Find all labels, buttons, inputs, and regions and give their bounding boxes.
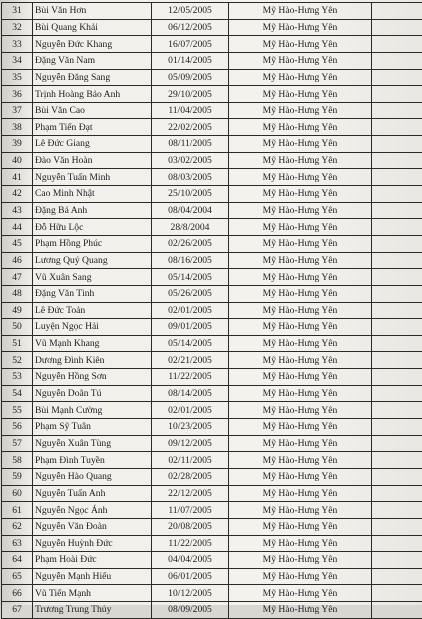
full-name-cell: Dương Đình Kiên xyxy=(33,352,152,369)
table-row xyxy=(2,435,422,452)
table-row xyxy=(2,352,422,369)
row-number-cell: 42 xyxy=(2,186,33,203)
full-name-cell: Nguyễn Mạnh Hiếu xyxy=(33,568,152,585)
row-number-cell: 51 xyxy=(2,335,33,352)
table-row xyxy=(2,36,422,53)
hometown-cell: Mỹ Hào-Hưng Yên xyxy=(229,102,372,119)
date-of-birth-cell: 02/26/2005 xyxy=(152,235,229,252)
row-number-cell: 45 xyxy=(2,235,33,252)
hometown-cell: Mỹ Hào-Hưng Yên xyxy=(229,136,372,153)
note-cell xyxy=(372,435,422,452)
note-cell xyxy=(372,136,422,153)
row-number-cell: 40 xyxy=(2,152,33,169)
date-of-birth-cell: 09/01/2005 xyxy=(152,319,229,336)
full-name-cell: Đặng Bá Anh xyxy=(33,202,152,219)
row-number-cell: 47 xyxy=(2,269,33,286)
full-name-cell: Lê Đức Toản xyxy=(33,302,152,319)
date-of-birth-cell: 08/04/2004 xyxy=(152,202,229,219)
full-name-cell: Phạm Tiến Đạt xyxy=(33,119,152,136)
note-cell xyxy=(372,219,422,236)
table-row xyxy=(2,502,422,519)
full-name-cell: Nguyễn Doãn Tú xyxy=(33,385,152,402)
full-name-cell: Luyện Ngọc Hải xyxy=(33,319,152,336)
date-of-birth-cell: 02/11/2005 xyxy=(152,452,229,469)
note-cell xyxy=(372,335,422,352)
date-of-birth-cell: 05/09/2005 xyxy=(152,69,229,86)
row-number-cell: 36 xyxy=(2,86,33,103)
note-cell xyxy=(372,86,422,103)
date-of-birth-cell: 20/08/2005 xyxy=(152,518,229,535)
date-of-birth-cell: 11/04/2005 xyxy=(152,102,229,119)
table-row xyxy=(2,186,422,203)
date-of-birth-cell: 08/11/2005 xyxy=(152,136,229,153)
date-of-birth-cell: 04/04/2005 xyxy=(152,552,229,569)
table-row xyxy=(2,602,422,619)
hometown-cell: Mỹ Hào-Hưng Yên xyxy=(229,419,372,436)
note-cell xyxy=(372,102,422,119)
full-name-cell: Nguyễn Hồng Sơn xyxy=(33,369,152,386)
row-number-cell: 32 xyxy=(2,19,33,36)
row-number-cell: 61 xyxy=(2,502,33,519)
hometown-cell: Mỹ Hào-Hưng Yên xyxy=(229,52,372,69)
note-cell xyxy=(372,485,422,502)
date-of-birth-cell: 06/01/2005 xyxy=(152,568,229,585)
table-row xyxy=(2,169,422,186)
hometown-cell: Mỹ Hào-Hưng Yên xyxy=(229,535,372,552)
date-of-birth-cell: 08/03/2005 xyxy=(152,169,229,186)
date-of-birth-cell: 11/07/2005 xyxy=(152,502,229,519)
date-of-birth-cell: 25/10/2005 xyxy=(152,186,229,203)
hometown-cell: Mỹ Hào-Hưng Yên xyxy=(229,568,372,585)
row-number-cell: 58 xyxy=(2,452,33,469)
table-row xyxy=(2,69,422,86)
note-cell xyxy=(372,202,422,219)
note-cell xyxy=(372,468,422,485)
note-cell xyxy=(372,568,422,585)
full-name-cell: Nguyễn Đăng Sang xyxy=(33,69,152,86)
hometown-cell: Mỹ Hào-Hưng Yên xyxy=(229,602,372,619)
full-name-cell: Vũ Xuân Sang xyxy=(33,269,152,286)
table-row xyxy=(2,235,422,252)
row-number-cell: 49 xyxy=(2,302,33,319)
row-number-cell: 59 xyxy=(2,468,33,485)
note-cell xyxy=(372,36,422,53)
full-name-cell: Nguyễn Ngọc Ánh xyxy=(33,502,152,519)
row-number-cell: 31 xyxy=(2,3,33,20)
table-row xyxy=(2,119,422,136)
row-number-cell: 44 xyxy=(2,219,33,236)
full-name-cell: Bùi Quang Khải xyxy=(33,19,152,36)
hometown-cell: Mỹ Hào-Hưng Yên xyxy=(229,186,372,203)
hometown-cell: Mỹ Hào-Hưng Yên xyxy=(229,369,372,386)
hometown-cell: Mỹ Hào-Hưng Yên xyxy=(229,452,372,469)
table-row xyxy=(2,568,422,585)
hometown-cell: Mỹ Hào-Hưng Yên xyxy=(229,485,372,502)
note-cell xyxy=(372,552,422,569)
full-name-cell: Phạm Đình Tuyền xyxy=(33,452,152,469)
row-number-cell: 37 xyxy=(2,102,33,119)
note-cell xyxy=(372,169,422,186)
date-of-birth-cell: 16/07/2005 xyxy=(152,36,229,53)
date-of-birth-cell: 02/01/2005 xyxy=(152,302,229,319)
row-number-cell: 50 xyxy=(2,319,33,336)
row-number-cell: 54 xyxy=(2,385,33,402)
full-name-cell: Trịnh Hoàng Bảo Anh xyxy=(33,86,152,103)
hometown-cell: Mỹ Hào-Hưng Yên xyxy=(229,235,372,252)
table-row xyxy=(2,202,422,219)
note-cell xyxy=(372,602,422,619)
table-row xyxy=(2,419,422,436)
date-of-birth-cell: 06/12/2005 xyxy=(152,19,229,36)
full-name-cell: Đặng Văn Nam xyxy=(33,52,152,69)
note-cell xyxy=(372,3,422,20)
table-row xyxy=(2,402,422,419)
table-row xyxy=(2,452,422,469)
note-cell xyxy=(372,269,422,286)
row-number-cell: 39 xyxy=(2,136,33,153)
hometown-cell: Mỹ Hào-Hưng Yên xyxy=(229,119,372,136)
date-of-birth-cell: 05/26/2005 xyxy=(152,285,229,302)
full-name-cell: Đặng Văn Tình xyxy=(33,285,152,302)
row-number-cell: 64 xyxy=(2,552,33,569)
full-name-cell: Cao Minh Nhật xyxy=(33,186,152,203)
row-number-cell: 67 xyxy=(2,602,33,619)
hometown-cell: Mỹ Hào-Hưng Yên xyxy=(229,219,372,236)
date-of-birth-cell: 11/22/2005 xyxy=(152,535,229,552)
row-number-cell: 62 xyxy=(2,518,33,535)
date-of-birth-cell: 08/14/2005 xyxy=(152,385,229,402)
note-cell xyxy=(372,52,422,69)
row-number-cell: 57 xyxy=(2,435,33,452)
date-of-birth-cell: 08/09/2005 xyxy=(152,602,229,619)
table-row xyxy=(2,136,422,153)
hometown-cell: Mỹ Hào-Hưng Yên xyxy=(229,468,372,485)
date-of-birth-cell: 08/16/2005 xyxy=(152,252,229,269)
full-name-cell: Nguyễn Hào Quang xyxy=(33,468,152,485)
date-of-birth-cell: 02/21/2005 xyxy=(152,352,229,369)
full-name-cell: Lương Quý Quang xyxy=(33,252,152,269)
table-row xyxy=(2,19,422,36)
row-number-cell: 48 xyxy=(2,285,33,302)
table-row xyxy=(2,535,422,552)
date-of-birth-cell: 12/05/2005 xyxy=(152,3,229,20)
note-cell xyxy=(372,19,422,36)
note-cell xyxy=(372,419,422,436)
date-of-birth-cell: 10/23/2005 xyxy=(152,419,229,436)
student-roster-table xyxy=(1,2,422,619)
hometown-cell: Mỹ Hào-Hưng Yên xyxy=(229,502,372,519)
note-cell xyxy=(372,535,422,552)
full-name-cell: Nguyễn Đức Khang xyxy=(33,36,152,53)
table-row xyxy=(2,285,422,302)
row-number-cell: 55 xyxy=(2,402,33,419)
row-number-cell: 43 xyxy=(2,202,33,219)
hometown-cell: Mỹ Hào-Hưng Yên xyxy=(229,352,372,369)
hometown-cell: Mỹ Hào-Hưng Yên xyxy=(229,3,372,20)
table-row xyxy=(2,485,422,502)
full-name-cell: Nguyễn Xuân Tùng xyxy=(33,435,152,452)
hometown-cell: Mỹ Hào-Hưng Yên xyxy=(229,152,372,169)
note-cell xyxy=(372,119,422,136)
table-row xyxy=(2,468,422,485)
table-row xyxy=(2,52,422,69)
hometown-cell: Mỹ Hào-Hưng Yên xyxy=(229,252,372,269)
table-row xyxy=(2,252,422,269)
date-of-birth-cell: 02/28/2005 xyxy=(152,468,229,485)
full-name-cell: Nguyễn Tuấn Anh xyxy=(33,485,152,502)
date-of-birth-cell: 05/14/2005 xyxy=(152,335,229,352)
full-name-cell: Nguyễn Huỳnh Đức xyxy=(33,535,152,552)
hometown-cell: Mỹ Hào-Hưng Yên xyxy=(229,385,372,402)
full-name-cell: Vũ Tiến Mạnh xyxy=(33,585,152,602)
note-cell xyxy=(372,319,422,336)
hometown-cell: Mỹ Hào-Hưng Yên xyxy=(229,202,372,219)
full-name-cell: Vũ Mạnh Khang xyxy=(33,335,152,352)
note-cell xyxy=(372,352,422,369)
hometown-cell: Mỹ Hào-Hưng Yên xyxy=(229,335,372,352)
table-row xyxy=(2,152,422,169)
hometown-cell: Mỹ Hào-Hưng Yên xyxy=(229,552,372,569)
note-cell xyxy=(372,285,422,302)
table-row xyxy=(2,102,422,119)
row-number-cell: 46 xyxy=(2,252,33,269)
table-row xyxy=(2,385,422,402)
hometown-cell: Mỹ Hào-Hưng Yên xyxy=(229,169,372,186)
hometown-cell: Mỹ Hào-Hưng Yên xyxy=(229,518,372,535)
table-row xyxy=(2,518,422,535)
table-row xyxy=(2,319,422,336)
hometown-cell: Mỹ Hào-Hưng Yên xyxy=(229,319,372,336)
table-row xyxy=(2,3,422,20)
date-of-birth-cell: 22/02/2005 xyxy=(152,119,229,136)
row-number-cell: 41 xyxy=(2,169,33,186)
date-of-birth-cell: 28/8/2004 xyxy=(152,219,229,236)
hometown-cell: Mỹ Hào-Hưng Yên xyxy=(229,36,372,53)
note-cell xyxy=(372,69,422,86)
hometown-cell: Mỹ Hào-Hưng Yên xyxy=(229,285,372,302)
date-of-birth-cell: 05/14/2005 xyxy=(152,269,229,286)
table-row xyxy=(2,219,422,236)
table-row xyxy=(2,269,422,286)
hometown-cell: Mỹ Hào-Hưng Yên xyxy=(229,86,372,103)
table-row xyxy=(2,302,422,319)
table-row xyxy=(2,86,422,103)
full-name-cell: Phạm Hoài Đức xyxy=(33,552,152,569)
row-number-cell: 65 xyxy=(2,568,33,585)
hometown-cell: Mỹ Hào-Hưng Yên xyxy=(229,69,372,86)
hometown-cell: Mỹ Hào-Hưng Yên xyxy=(229,435,372,452)
note-cell xyxy=(372,369,422,386)
note-cell xyxy=(372,385,422,402)
table-row xyxy=(2,335,422,352)
row-number-cell: 34 xyxy=(2,52,33,69)
full-name-cell: Bùi Văn Cao xyxy=(33,102,152,119)
row-number-cell: 66 xyxy=(2,585,33,602)
note-cell xyxy=(372,518,422,535)
full-name-cell: Phạm Hồng Phúc xyxy=(33,235,152,252)
note-cell xyxy=(372,152,422,169)
full-name-cell: Nguyễn Tuấn Minh xyxy=(33,169,152,186)
note-cell xyxy=(372,186,422,203)
note-cell xyxy=(372,585,422,602)
note-cell xyxy=(372,235,422,252)
hometown-cell: Mỹ Hào-Hưng Yên xyxy=(229,19,372,36)
row-number-cell: 38 xyxy=(2,119,33,136)
row-number-cell: 53 xyxy=(2,369,33,386)
note-cell xyxy=(372,402,422,419)
full-name-cell: Lê Đức Giang xyxy=(33,136,152,153)
row-number-cell: 56 xyxy=(2,419,33,436)
note-cell xyxy=(372,302,422,319)
row-number-cell: 63 xyxy=(2,535,33,552)
note-cell xyxy=(372,452,422,469)
note-cell xyxy=(372,252,422,269)
hometown-cell: Mỹ Hào-Hưng Yên xyxy=(229,302,372,319)
full-name-cell: Bùi Văn Hơn xyxy=(33,3,152,20)
full-name-cell: Đào Văn Hoàn xyxy=(33,152,152,169)
full-name-cell: Phạm Sỹ Tuân xyxy=(33,419,152,436)
full-name-cell: Bùi Mạnh Cường xyxy=(33,402,152,419)
full-name-cell: Đỗ Hữu Lộc xyxy=(33,219,152,236)
hometown-cell: Mỹ Hào-Hưng Yên xyxy=(229,269,372,286)
hometown-cell: Mỹ Hào-Hưng Yên xyxy=(229,585,372,602)
date-of-birth-cell: 11/22/2005 xyxy=(152,369,229,386)
table-row xyxy=(2,369,422,386)
row-number-cell: 52 xyxy=(2,352,33,369)
date-of-birth-cell: 01/14/2005 xyxy=(152,52,229,69)
table-row xyxy=(2,552,422,569)
table-row xyxy=(2,585,422,602)
date-of-birth-cell: 02/01/2005 xyxy=(152,402,229,419)
date-of-birth-cell: 09/12/2005 xyxy=(152,435,229,452)
roster-table-body xyxy=(2,3,422,619)
date-of-birth-cell: 29/10/2005 xyxy=(152,86,229,103)
full-name-cell: Trương Trung Thủy xyxy=(33,602,152,619)
date-of-birth-cell: 03/02/2005 xyxy=(152,152,229,169)
date-of-birth-cell: 22/12/2005 xyxy=(152,485,229,502)
row-number-cell: 60 xyxy=(2,485,33,502)
note-cell xyxy=(372,502,422,519)
hometown-cell: Mỹ Hào-Hưng Yên xyxy=(229,402,372,419)
full-name-cell: Nguyễn Văn Đoàn xyxy=(33,518,152,535)
row-number-cell: 33 xyxy=(2,36,33,53)
row-number-cell: 35 xyxy=(2,69,33,86)
date-of-birth-cell: 10/12/2005 xyxy=(152,585,229,602)
